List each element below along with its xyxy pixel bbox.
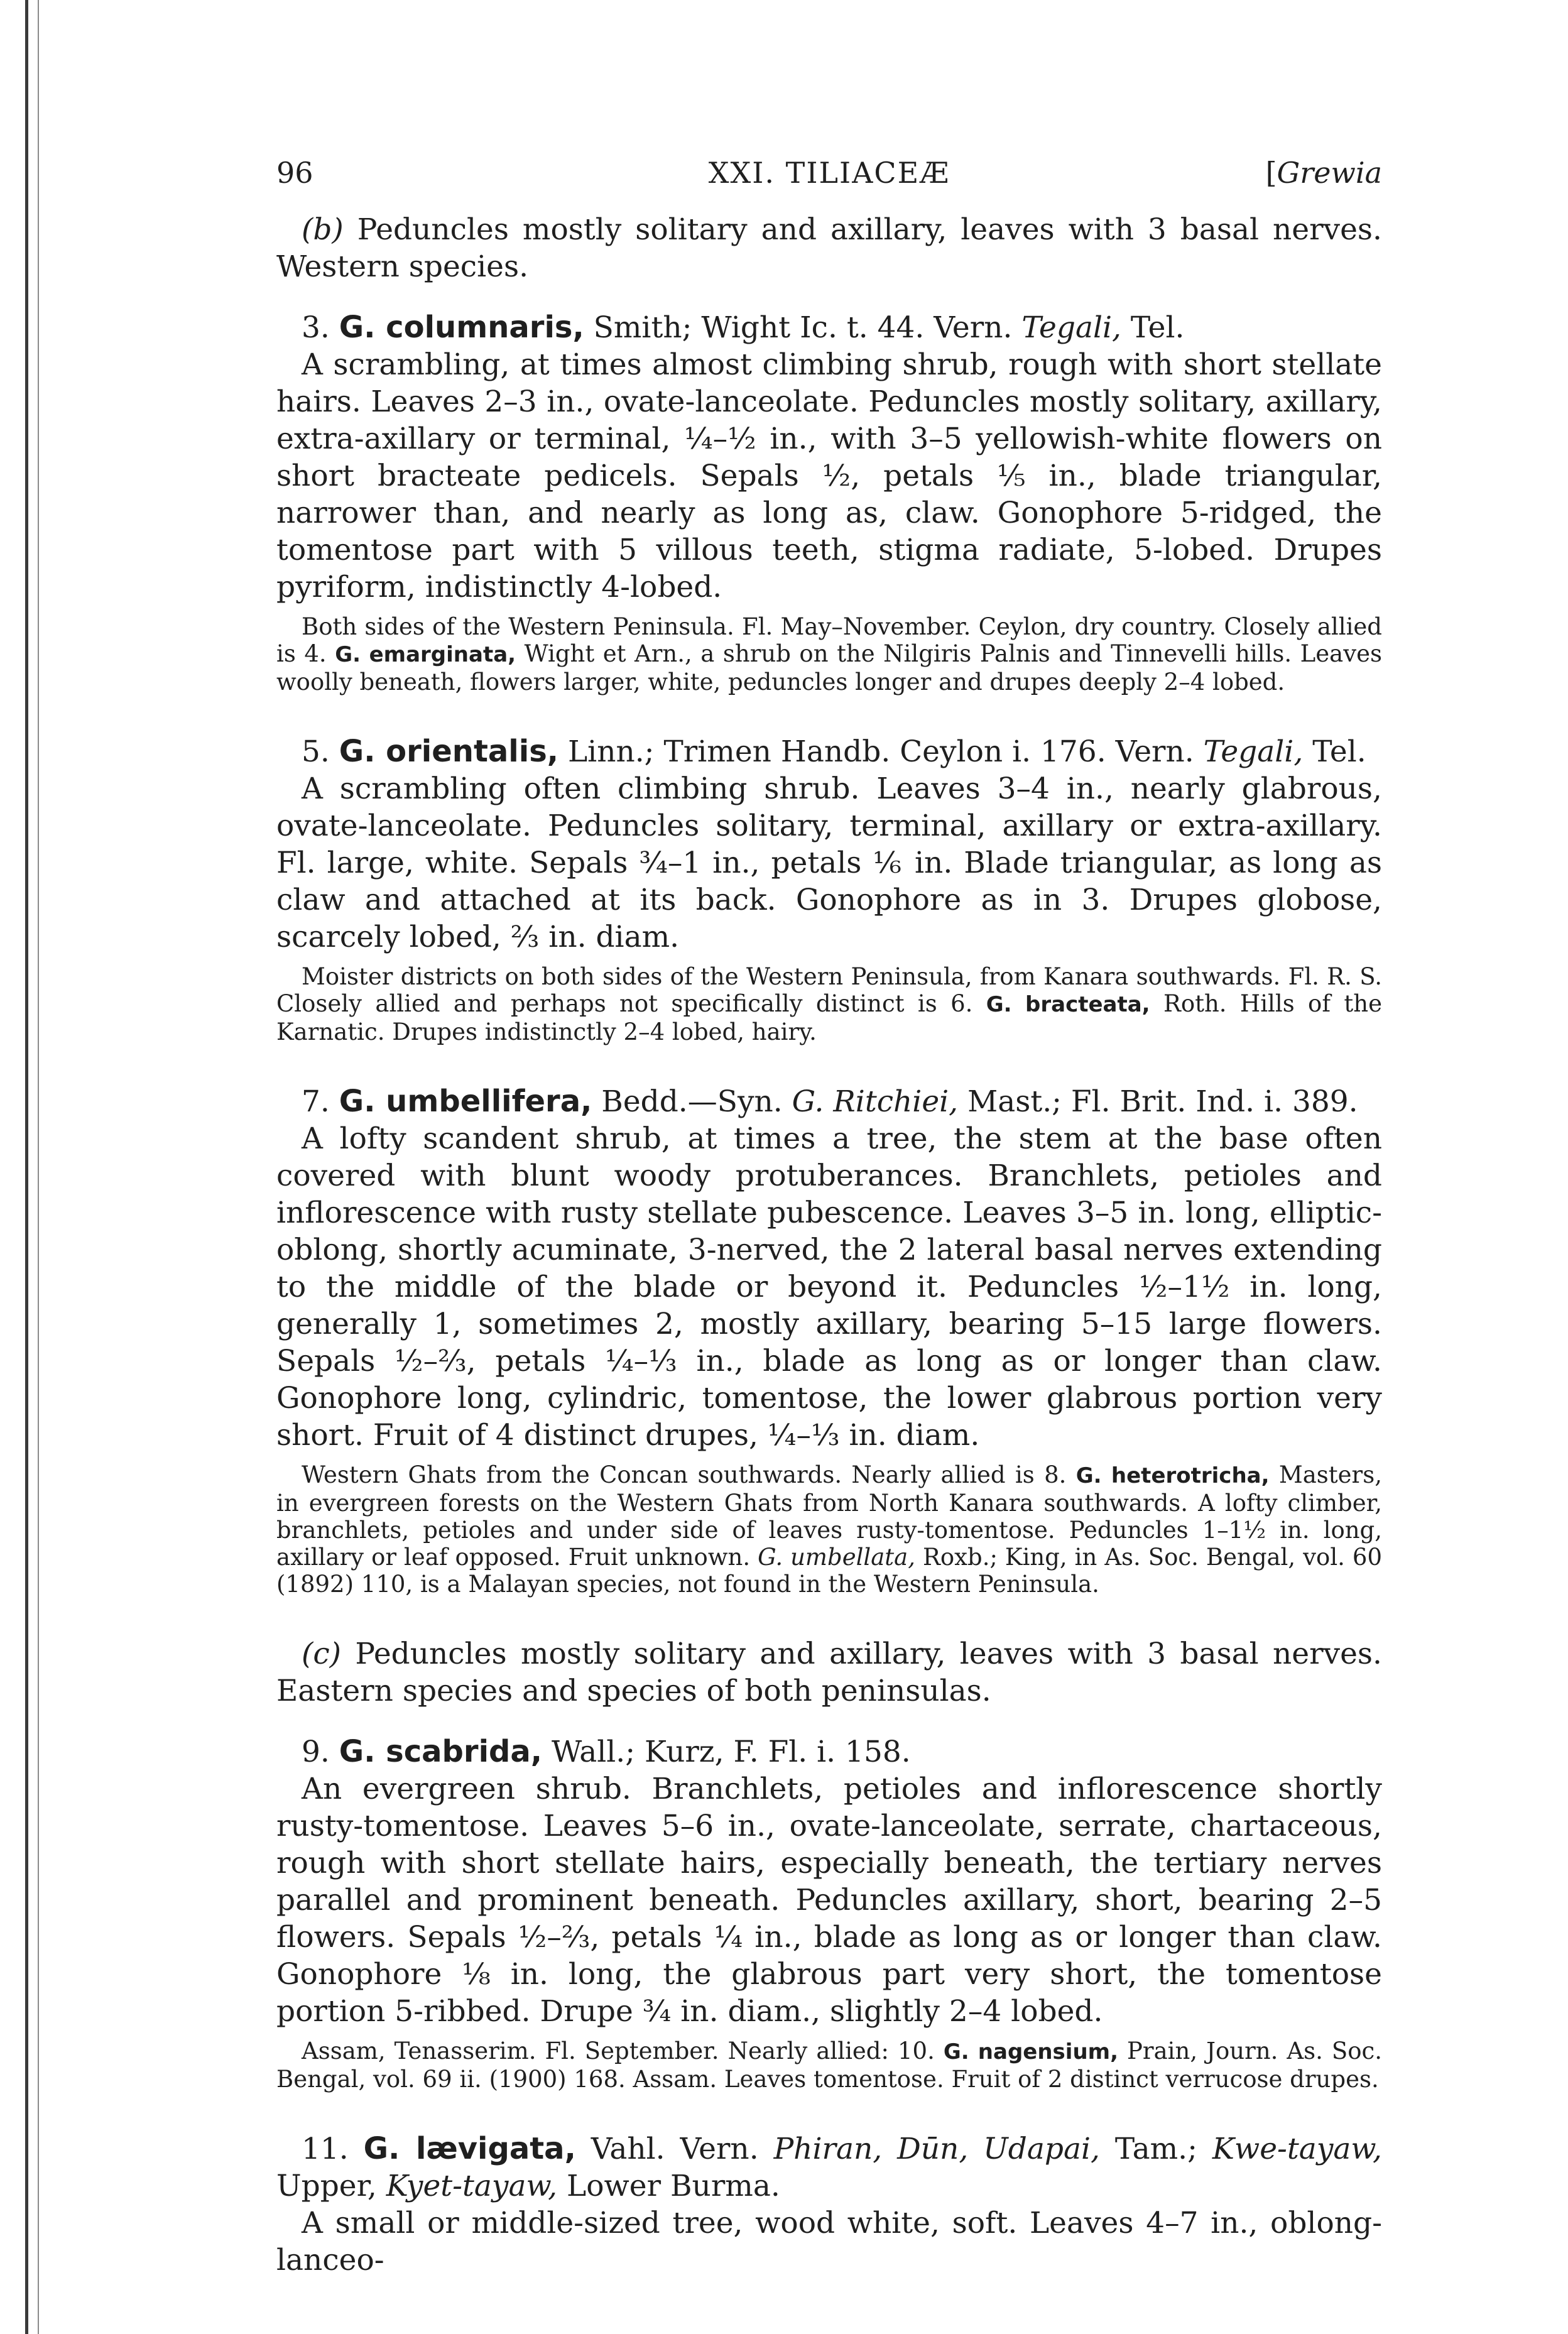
vernacular-name: Kwe-tayaw, [1212, 2132, 1382, 2166]
vernacular-language: Tel. [1121, 310, 1185, 345]
vernacular-name: Kyet-tayaw, [386, 2169, 558, 2203]
vernacular-name: Phiran, Dūn, Udapai, [773, 2132, 1100, 2166]
species-reference: Wall.; Kurz, F. Fl. i. 158. [542, 1735, 911, 1769]
section-c-key [276, 1635, 1382, 1710]
species-11-heading: 11. G. lævigata, Vahl. Vern. Phiran, Dūn, Udapai, Tam.; Kwe-tayaw, Upper, Kyet-tayaw, Lower Burma. [276, 2131, 1382, 2203]
species-5-description: A scrambling often climbing shrub. Leaves 3–4 in., nearly glabrous, ovate-lanceolate. Peduncles solitary, terminal, axillary or extra-axillary. Fl. large, white. Sepals ¾–1 in., petals ⅙ in. Blade triangular, as long as claw and attached at its back. Gonophore as in 3. Drupes globose, scarcely lobed, ⅔ in. diam. [276, 772, 1382, 954]
genus-label: [ Grewia [1266, 151, 1382, 195]
allied-species-name: G. bracteata, [986, 992, 1150, 1017]
species-5-note: Moister districts on both sides of the Western Peninsula, from Kanara southwards. Fl. R. S. Closely allied and perhaps not specifically distinct is 6. G. bracteata, Roth. Hills of the Karnatic. Drupes indistinctly 2–4 lobed, hairy. [276, 963, 1382, 1045]
vernacular-name: Tegali, [1203, 734, 1304, 769]
species-name: G. orientalis, [339, 734, 559, 769]
species-9-heading [276, 1733, 1382, 1770]
species-number: 11. [302, 2132, 349, 2166]
section-label: (b) [302, 212, 344, 247]
section-text: Peduncles mostly solitary and axillary, leaves with 3 basal nerves. Western species. [276, 212, 1382, 284]
species-reference: Linn.; Trimen Handb. Ceylon i. 176. Vern. [558, 734, 1204, 769]
species-reference: Vahl. Vern. [575, 2132, 774, 2166]
species-number: 7. [302, 1084, 330, 1119]
species-7-note: Western Ghats from the Concan southwards. Nearly allied is 8. G. heterotricha, Masters, in evergreen forests on the Western Ghats from North Kanara southwards. A lofty climber, branchlets, petioles and under side of leaves rusty-tomentose. Peduncles 1–1½ in. long, axillary or leaf opposed. Fruit unknown. G. umbellata, Roxb.; King, in As. Soc. Bengal, vol. 60 (1892) 110, is a Malayan species, not found in the Western Peninsula. [276, 1461, 1383, 1598]
species-7-description: A lofty scandent shrub, at times a tree, the stem at the base often covered with blunt woody protuberances. Branchlets, petioles and inflorescence with rusty stellate pubescence. Leaves 3–5 in. long, elliptic-oblong, shortly acuminate, 3-nerved, the 2 lateral basal nerves extending to the middle of the blade or beyond it. Peduncles ½–1½ in. long, generally 1, sometimes 2, mostly axillary, bearing 5–15 large flowers. Sepals ½–⅔, petals ¼–⅓ in., blade as long as or longer than claw. Gonophore long, cylindric, tomentose, the lower glabrous portion very short. Fruit of 4 distinct drupes, ¼–⅓ in. diam. [276, 1121, 1382, 1453]
vernacular-language: Tel. [1303, 734, 1366, 769]
species-11-description: A small or middle-sized tree, wood white, soft. Leaves 4–7 in., oblong-lanceo- [276, 2206, 1382, 2277]
vernacular-name: Tegali, [1021, 310, 1121, 345]
species-reference-end: Mast.; Fl. Brit. Ind. i. 389. [958, 1084, 1358, 1119]
family-title: XXI. TILIACEÆ [708, 156, 950, 190]
species-name: G. columnaris, [339, 310, 584, 345]
species-9-note: Assam, Tenasserim. Fl. September. Nearly allied: 10. G. nagensium, Prain, Journ. As. Soc. Bengal, vol. 69 ii. (1900) 168. Assam. Leaves tomentose. Fruit of 2 distinct verrucose drupes. [276, 2037, 1382, 2093]
section-text: Peduncles mostly solitary and axillary, leaves with 3 basal nerves. Eastern species and species of both peninsulas. [276, 1637, 1382, 1708]
species-3-description: A scrambling, at times almost climbing shrub, rough with short stellate hairs. Leaves 2–3 in., ovate-lanceolate. Peduncles mostly solitary, axillary, extra-axillary or terminal, ¼–½ in., with 3–5 yellowish-white flowers on short bracteate pedicels. Sepals ½, petals ⅕ in., blade triangular, narrower than, and nearly as long as, claw. Gonophore 5-ridged, the tomentose part with 5 villous teeth, stigma radiate, 5-lobed. Drupes pyriform, indistinctly 4-lobed. [276, 347, 1382, 604]
allied-species-name: G. heterotricha, [1075, 1463, 1270, 1488]
species-name: G. umbellifera, [339, 1084, 592, 1119]
species-reference: Bedd.—Syn. [592, 1084, 792, 1119]
page-edge-rule-thin [38, 0, 39, 2334]
species-number: 5. [302, 734, 330, 769]
species-name: G. lævigata, [363, 2131, 576, 2166]
species-name: G. scabrida, [339, 1734, 543, 1769]
species-reference: Smith; Wight Ic. t. 44. Vern. [584, 310, 1022, 345]
species-3-note: Both sides of the Western Peninsula. Fl. May–November. Ceylon, dry country. Closely allied is 4. G. emarginata, Wight et Arn., a shrub on the Nilgiris Palnis and Tinnevelli hills. Leaves woolly beneath, flowers larger, white, peduncles longer and drupes deeply 2–4 lobed. [276, 613, 1382, 695]
allied-species-name: G. nagensium, [943, 2039, 1118, 2064]
page-edge-rule [25, 0, 28, 2334]
species-3-heading [276, 309, 1382, 346]
synonym-name: G. Ritchiei, [792, 1084, 959, 1119]
italic-species-name: G. umbellata, [758, 1544, 916, 1571]
page [276, 151, 1382, 2279]
species-9-description: An evergreen shrub. Branchlets, petioles and inflorescence shortly rusty-tomentose. Leaves 5–6 in., ovate-lanceolate, serrate, chartaceous, rough with short stellate hairs, especially beneath, the tertiary nerves parallel and prominent beneath. Peduncles axillary, short, bearing 2–5 flowers. Sepals ½–⅔, petals ¼ in., blade as long as or longer than claw. Gonophore ⅛ in. long, the glabrous part very short, the tomentose portion 5-ribbed. Drupe ¾ in. diam., slightly 2–4 lobed. [276, 1772, 1382, 2029]
page-number: 96 [276, 156, 313, 190]
species-7-heading [276, 1083, 1382, 1120]
species-number: 3. [302, 310, 330, 345]
allied-species-name: G. emarginata, [335, 642, 516, 667]
section-label: (c) [302, 1637, 341, 1671]
species-number: 9. [302, 1735, 330, 1769]
species-5-heading [276, 733, 1382, 770]
section-b-key [276, 211, 1382, 285]
running-header [276, 151, 1382, 195]
